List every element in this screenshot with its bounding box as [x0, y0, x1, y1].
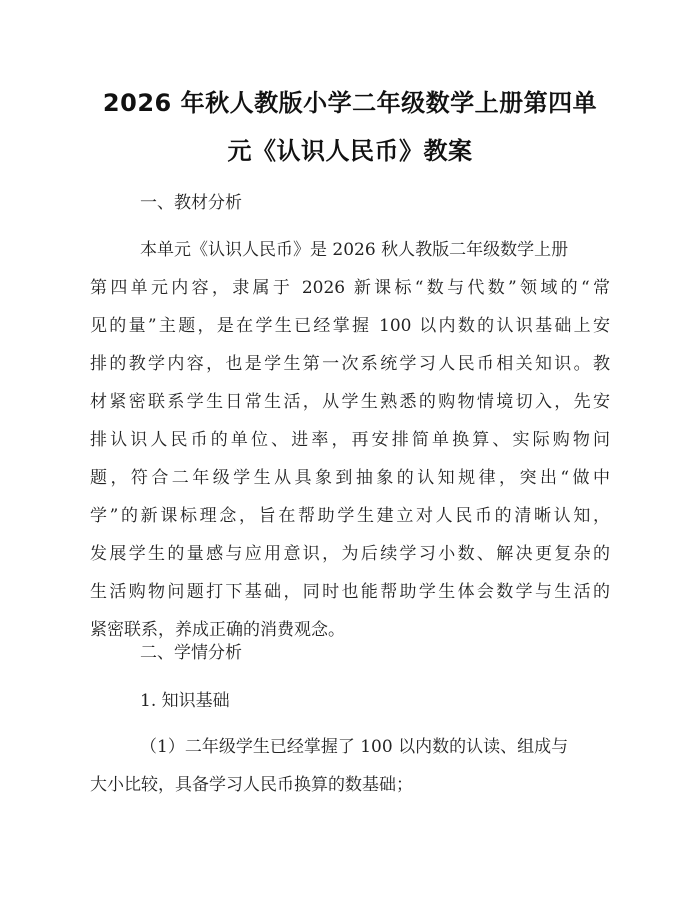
paragraph-line: 大小比较，具备学习人民币换算的数基础；: [90, 775, 413, 795]
section-heading-student-analysis: 二、学情分析: [140, 643, 242, 663]
paragraph-line: 生活购物问题打下基础，同时也能帮助学生体会数学与生活的: [90, 582, 610, 602]
paragraph-line: 排的教学内容，也是学生第一次系统学习人民币相关知识。教: [90, 354, 610, 374]
subsection-heading-knowledge-base: 1. 知识基础: [140, 691, 230, 711]
paragraph-line: 第四单元内容，隶属于 2026 新课标“数与代数”领域的“常: [90, 278, 610, 298]
paragraph-textbook-analysis: [90, 231, 610, 649]
paragraph-line: 学”的新课标理念，旨在帮助学生建立对人民币的清晰认知，: [90, 506, 610, 526]
paragraph-line: 排认识人民币的单位、进率，再安排简单换算、实际购物问: [90, 430, 610, 450]
paragraph-line: 题，符合二年级学生从具象到抽象的认知规律，突出“做中: [90, 468, 610, 488]
paragraph-line: 材紧密联系学生日常生活，从学生熟悉的购物情境切入，先安: [90, 392, 610, 412]
paragraph-line: 本单元《认识人民币》是 2026 秋人教版二年级数学上册: [140, 240, 569, 260]
paragraph-knowledge-base: [90, 728, 610, 804]
section-heading-textbook-analysis: 一、教材分析: [140, 193, 242, 213]
document-title-line-2: 元《认识人民币》教案: [227, 137, 473, 165]
paragraph-line: 发展学生的量感与应用意识，为后续学习小数、解决更复杂的: [90, 544, 610, 564]
paragraph-line: 见的量”主题，是在学生已经掌握 100 以内数的认识基础上安: [90, 316, 610, 336]
paragraph-line: （1）二年级学生已经掌握了 100 以内数的认读、组成与: [140, 737, 569, 757]
document-title-line-1: 2026 年秋人教版小学二年级数学上册第四单: [102, 89, 598, 117]
paragraph-line: 紧密联系，养成正确的消费观念。: [90, 620, 345, 640]
